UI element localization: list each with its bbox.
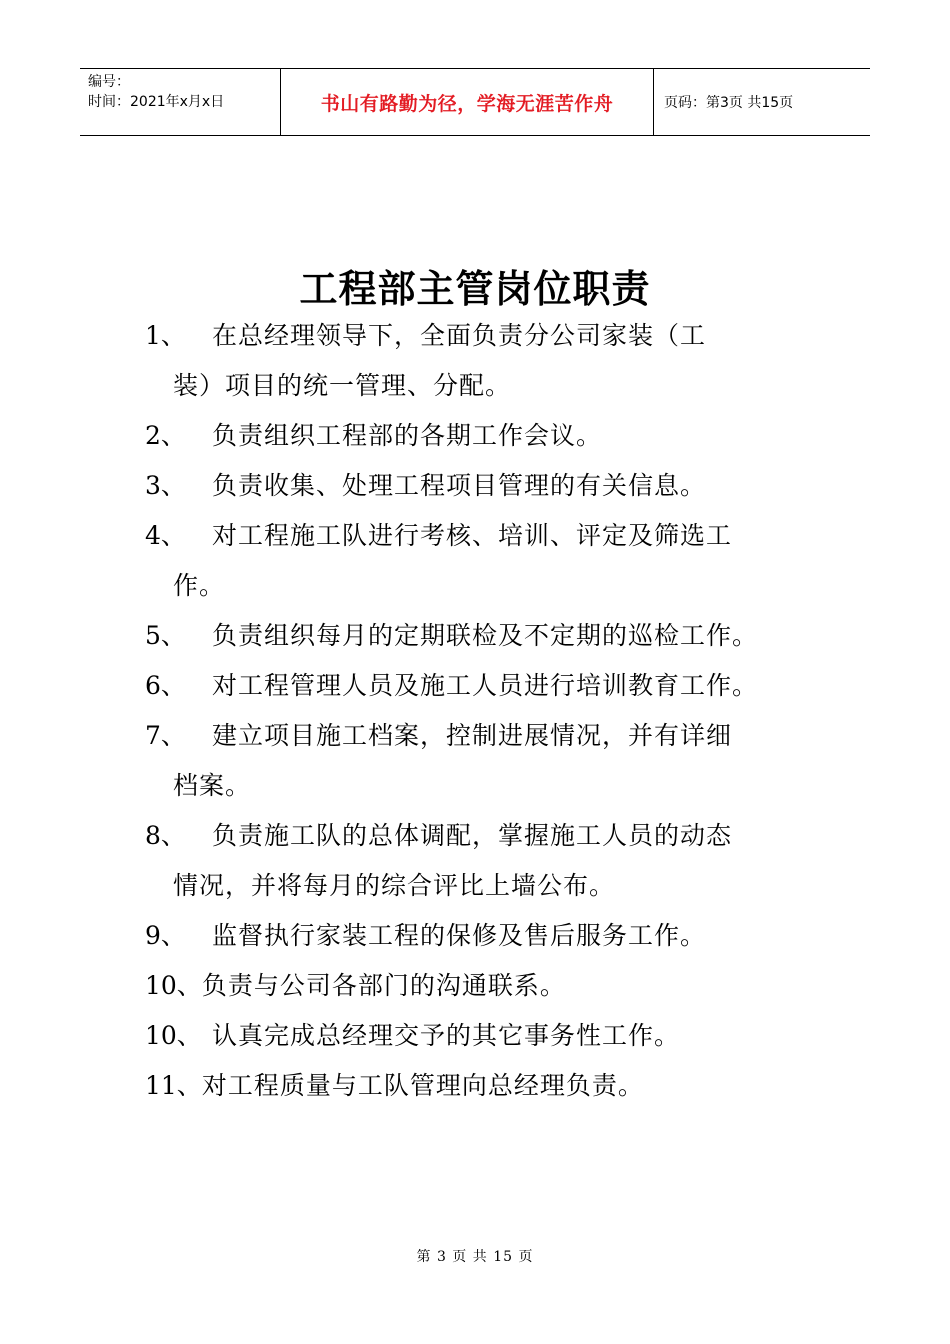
- list-item-number: 10、: [145, 971, 202, 1000]
- list-item-number: 7、: [145, 721, 186, 750]
- list-item-text: 负责与公司各部门的沟通联系。: [201, 971, 566, 1000]
- list-item-text: 对工程管理人员及施工人员进行培训教育工作。: [212, 671, 759, 700]
- list-item-number: 1、: [145, 321, 186, 350]
- list-item: [145, 311, 810, 361]
- date-label: 时间：2021年x月x日: [88, 94, 225, 110]
- list-item-number: 5、: [145, 621, 186, 650]
- serial-number-label: 编号：: [88, 74, 130, 90]
- list-item-text: 负责施工队的总体调配，掌握施工人员的动态: [212, 821, 733, 850]
- page-footer: 第 3 页 共 15 页: [416, 1249, 534, 1265]
- list-item-text: 负责收集、处理工程项目管理的有关信息。: [212, 471, 707, 500]
- header-meta-cell: [80, 69, 281, 135]
- list-item-text: 对工程施工队进行考核、培训、评定及筛选工: [212, 521, 733, 550]
- list-item-continuation: 作。: [173, 571, 226, 600]
- list-item-number: 4、: [145, 521, 186, 550]
- list-item-number: 6、: [145, 671, 186, 700]
- list-item: [145, 511, 810, 561]
- list-item-text: 认真完成总经理交予的其它事务性工作。: [212, 1021, 681, 1050]
- list-item: [145, 661, 810, 711]
- duties-list: [145, 311, 810, 1111]
- list-item: [145, 811, 810, 861]
- list-item: [145, 911, 810, 961]
- list-item-text: 监督执行家装工程的保修及售后服务工作。: [212, 921, 707, 950]
- list-item-text: 建立项目施工档案，控制进展情况，并有详细: [212, 721, 733, 750]
- list-item: [145, 461, 810, 511]
- list-item: [145, 411, 810, 461]
- list-item: [145, 711, 810, 761]
- list-item-number: 2、: [145, 421, 186, 450]
- page-header: [80, 68, 870, 136]
- list-item: [145, 611, 810, 661]
- list-item-continuation: 情况，并将每月的综合评比上墙公布。: [173, 871, 616, 900]
- list-item-number: 8、: [145, 821, 186, 850]
- list-item: [145, 1011, 810, 1061]
- list-item-number: 10、: [145, 1021, 202, 1050]
- document-title: 工程部主管岗位职责: [299, 267, 651, 311]
- list-item-number: 9、: [145, 921, 186, 950]
- list-item-number: 3、: [145, 471, 186, 500]
- list-item-text: 负责组织工程部的各期工作会议。: [212, 421, 603, 450]
- list-item: [145, 961, 810, 1011]
- list-item-text: 负责组织每月的定期联检及不定期的巡检工作。: [212, 621, 759, 650]
- header-motto: 书山有路勤为径，学海无涯苦作舟: [281, 69, 654, 135]
- list-item-number: 11、: [145, 1071, 202, 1100]
- header-page-info: 页码：第3页 共15页: [664, 95, 794, 111]
- list-item-continuation: 装）项目的统一管理、分配。: [173, 371, 512, 400]
- list-item-continuation: 档案。: [173, 771, 252, 800]
- list-item-text: 对工程质量与工队管理向总经理负责。: [201, 1071, 644, 1100]
- list-item-text: 在总经理领导下，全面负责分公司家装（工: [212, 321, 707, 350]
- list-item: [145, 1061, 810, 1111]
